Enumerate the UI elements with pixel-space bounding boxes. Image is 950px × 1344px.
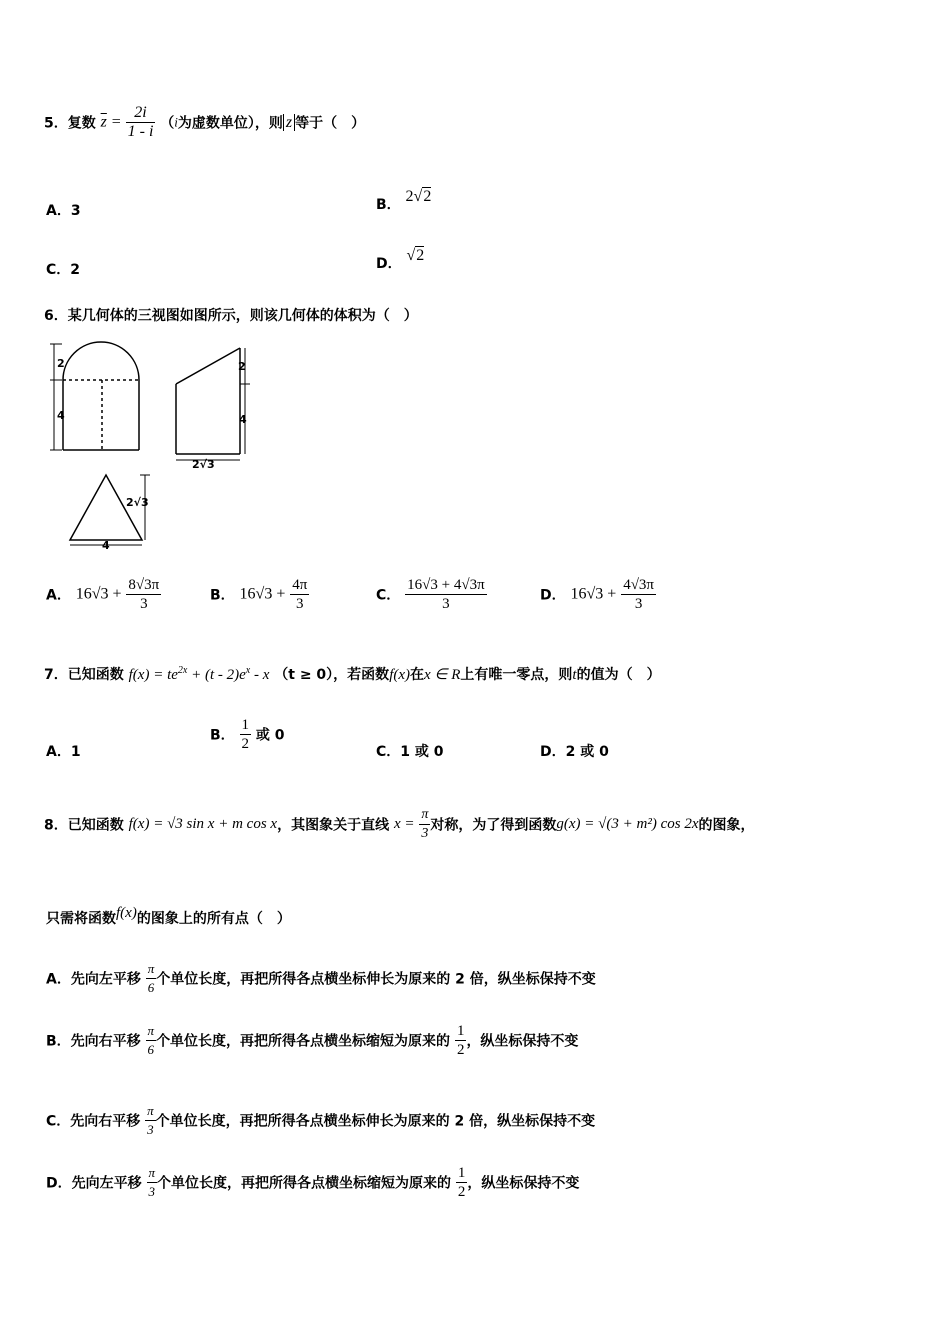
q7-option-d[interactable]: D．2 或 0 (540, 744, 609, 760)
q5-option-c[interactable]: C．2 (46, 262, 81, 278)
side-label-top: 2 (238, 360, 246, 373)
q5-option-a[interactable]: A．3 (46, 203, 81, 219)
q6-three-view-figure (48, 340, 258, 555)
q5-zbar: $\overline{z}$ (100, 113, 107, 131)
q5-text3: 等于（ ） (295, 115, 366, 132)
q7-stem: 7．已知函数 $f(x) = te^{2x} + (t - 2)e^x - x$ （t ≥ 0），若函数f(x)在x ∈ R上有唯一零点，则t的值为（ ） (44, 665, 661, 683)
q5-option-d[interactable]: D． √2 (376, 247, 425, 272)
q8-stem-line2: 只需将函数f(x)的图象上的所有点（ ） (46, 905, 291, 927)
q5-i: i (174, 114, 178, 130)
front-label-top: 2 (57, 357, 65, 370)
q5-fraction: $\frac{2i}{1 - i}$ (127, 104, 154, 140)
q5-text1: 复数 (67, 115, 96, 132)
q5-paren: （ (160, 115, 175, 132)
top-label-width: 4 (102, 539, 110, 552)
q8-option-b[interactable]: B．先向右平移 $\frac{\pi}{6}$ 个单位长度，再把所得各点横坐标缩短为原来的 $\frac{1}{2}$ ，纵坐标保持不变 (46, 1023, 579, 1058)
side-view (176, 348, 240, 454)
q6-option-c[interactable]: C． $\frac{16√3 + 4√3\pi}{3}$ (376, 577, 485, 612)
front-view (63, 342, 139, 450)
side-label-width: 2√3 (192, 458, 215, 471)
top-label-height: 2√3 (126, 496, 149, 509)
q5-absz: z (283, 114, 295, 131)
q6-option-b[interactable]: B． 16√3 + $\frac{4\pi}{3}$ (210, 577, 308, 612)
q8-option-c[interactable]: C．先向右平移 $\frac{\pi}{3}$ 个单位长度，再把所得各点横坐标伸长为原来的 2 倍，纵坐标保持不变 (46, 1103, 596, 1137)
q5-stem (44, 104, 365, 148)
q5-option-b[interactable]: B． 2√2 (376, 188, 432, 213)
q7-option-a[interactable]: A．1 (46, 744, 81, 760)
side-label-bottom: 4 (239, 413, 247, 426)
q8-option-d[interactable]: D．先向左平移 $\frac{\pi}{3}$ 个单位长度，再把所得各点横坐标缩短为原来的 $\frac{1}{2}$ ，纵坐标保持不变 (46, 1165, 580, 1200)
q6-stem: 6．某几何体的三视图如图所示，则该几何体的体积为（ ） (44, 308, 418, 324)
q5-number: 5． (44, 115, 68, 132)
q7-option-c[interactable]: C．1 或 0 (376, 744, 444, 760)
q8-stem: 8．已知函数 f(x) = √3 sin x + m cos x，其图象关于直线 x = $\frac{\pi}{3}$ 对称，为了得到函数g(x) = √(3 + m²) cos 2x的图象， (44, 807, 755, 841)
q5-text2: 为虚数单位），则 (177, 115, 283, 132)
q5-eq: = (111, 113, 121, 131)
q8-option-a[interactable]: A．先向左平移 $\frac{\pi}{6}$ 个单位长度，再把所得各点横坐标伸长为原来的 2 倍，纵坐标保持不变 (46, 961, 596, 995)
front-label-bottom: 4 (57, 409, 65, 422)
q7-option-b[interactable]: B． $\frac{1}{2}$ 或 0 (210, 717, 285, 752)
q6-option-a[interactable]: A． 16√3 + $\frac{8√3\pi}{3}$ (46, 577, 160, 612)
q6-option-d[interactable]: D． 16√3 + $\frac{4√3\pi}{3}$ (540, 577, 654, 612)
